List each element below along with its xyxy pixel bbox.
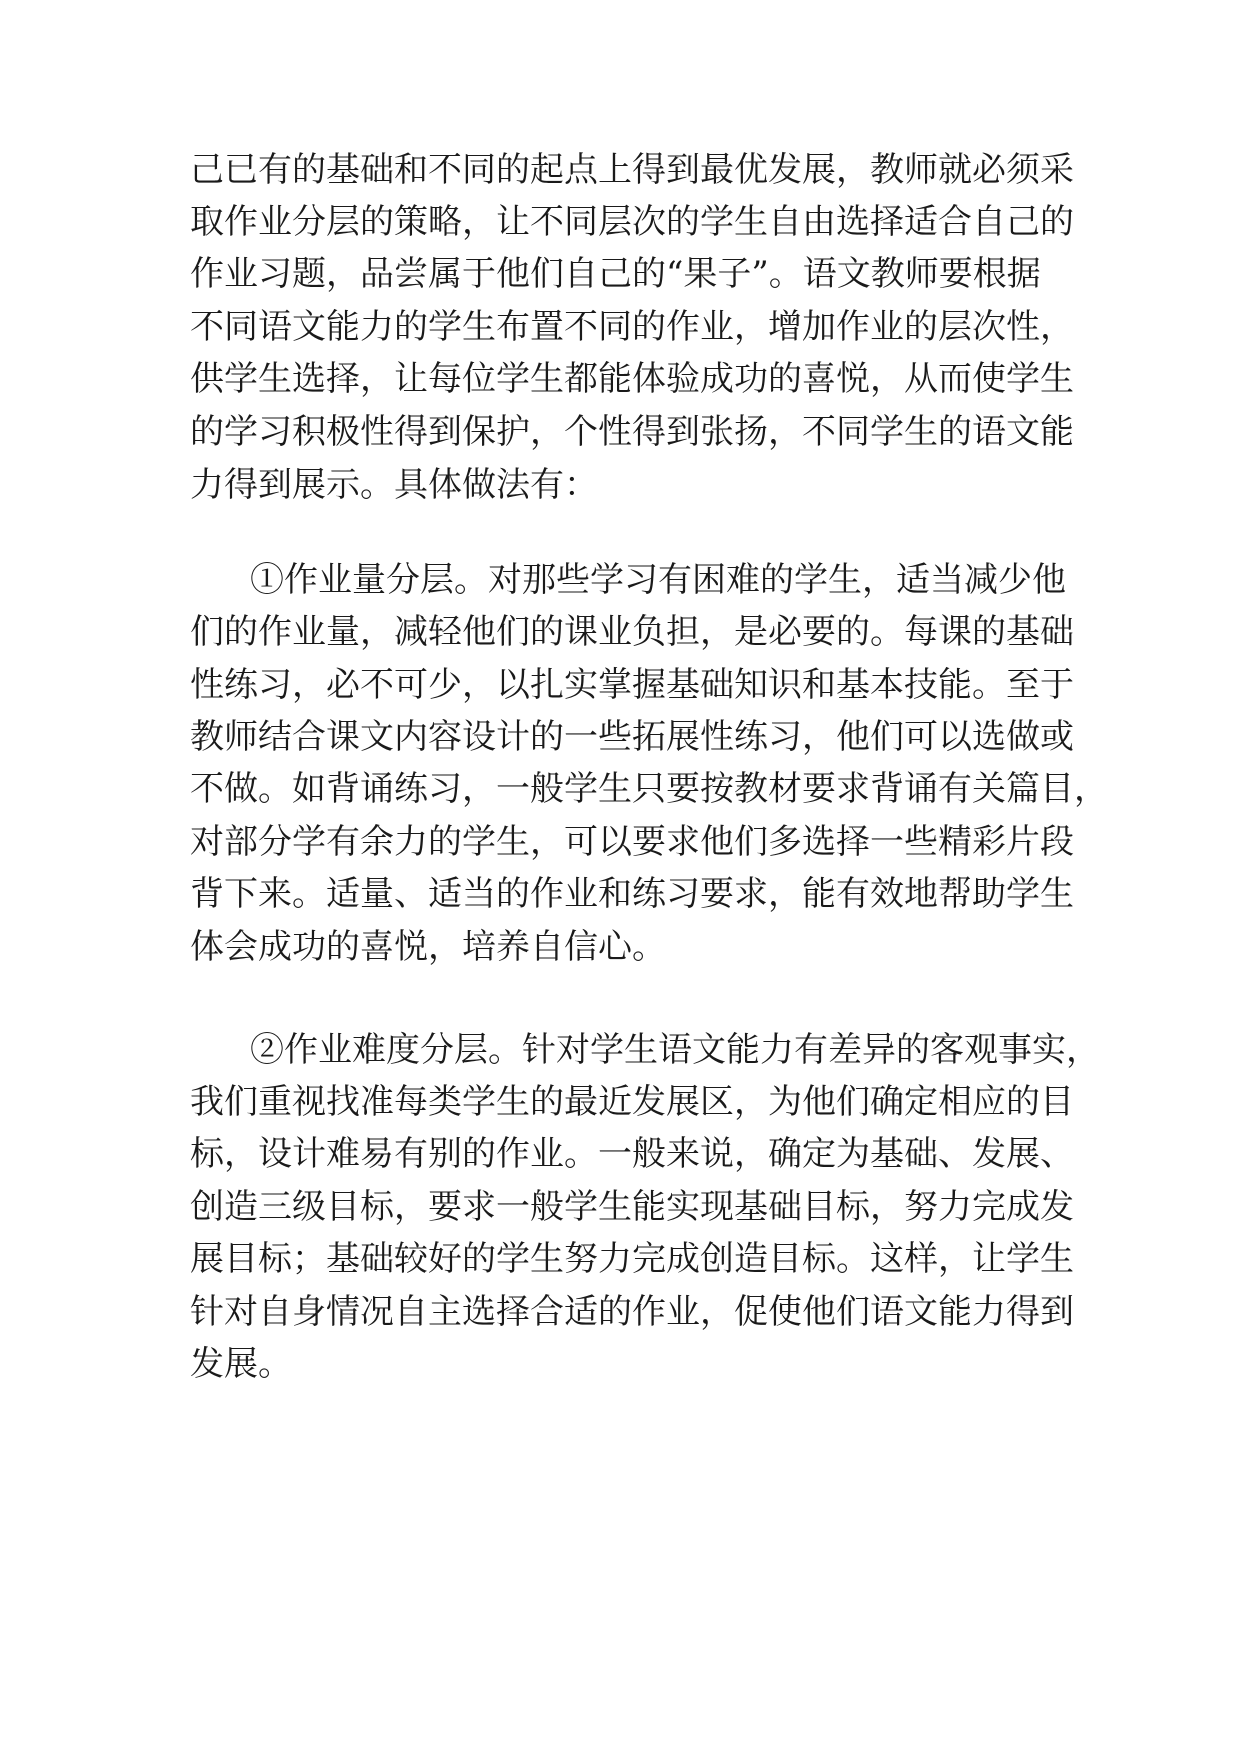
text-line: 教师结合课文内容设计的一些拓展性练习，他们可以选做或	[190, 717, 1074, 757]
text-line: 针对自身情况自主选择合适的作业，促使他们语文能力得到	[190, 1292, 1074, 1332]
text-line: 力得到展示。具体做法有：	[190, 465, 598, 505]
text-line: 背下来。适量、适当的作业和练习要求，能有效地帮助学生	[190, 874, 1074, 914]
text-line: ①作业量分层。对那些学习有困难的学生，适当减少他	[250, 560, 1066, 600]
text-line: 对部分学有余力的学生，可以要求他们多选择一些精彩片段	[190, 822, 1074, 862]
text-line: 取作业分层的策略，让不同层次的学生自由选择适合自己的	[190, 202, 1074, 242]
text-line: 标，设计难易有别的作业。一般来说，确定为基础、发展、	[190, 1134, 1074, 1174]
text-line: 己已有的基础和不同的起点上得到最优发展，教师就必须采	[190, 150, 1074, 190]
text-line: 展目标；基础较好的学生努力完成创造目标。这样，让学生	[190, 1239, 1074, 1279]
text-line: 作业习题，品尝属于他们自己的“果子”。语文教师要根据	[190, 254, 1041, 294]
text-line: 不做。如背诵练习，一般学生只要按教材要求背诵有关篇目，	[190, 769, 1108, 809]
text-line: 创造三级目标，要求一般学生能实现基础目标，努力完成发	[190, 1187, 1074, 1227]
text-line: 体会成功的喜悦，培养自信心。	[190, 927, 666, 967]
paragraph-difficulty-layering	[190, 1030, 1100, 1385]
text-line: 发展。	[190, 1344, 292, 1384]
text-line: 的学习积极性得到保护，个性得到张扬，不同学生的语文能	[190, 412, 1074, 452]
paragraph-workload-layering	[190, 560, 1108, 967]
text-line: 供学生选择，让每位学生都能体验成功的喜悦，从而使学生	[190, 359, 1074, 399]
paragraph-intro	[190, 150, 1074, 505]
text-line: 不同语文能力的学生布置不同的作业，增加作业的层次性，	[190, 307, 1074, 347]
text-line: 性练习，必不可少，以扎实掌握基础知识和基本技能。至于	[190, 665, 1074, 705]
text-line: 们的作业量，减轻他们的课业负担，是必要的。每课的基础	[190, 612, 1074, 652]
text-line: 我们重视找准每类学生的最近发展区，为他们确定相应的目	[190, 1082, 1074, 1122]
text-line: ②作业难度分层。针对学生语文能力有差异的客观事实，	[250, 1030, 1100, 1070]
